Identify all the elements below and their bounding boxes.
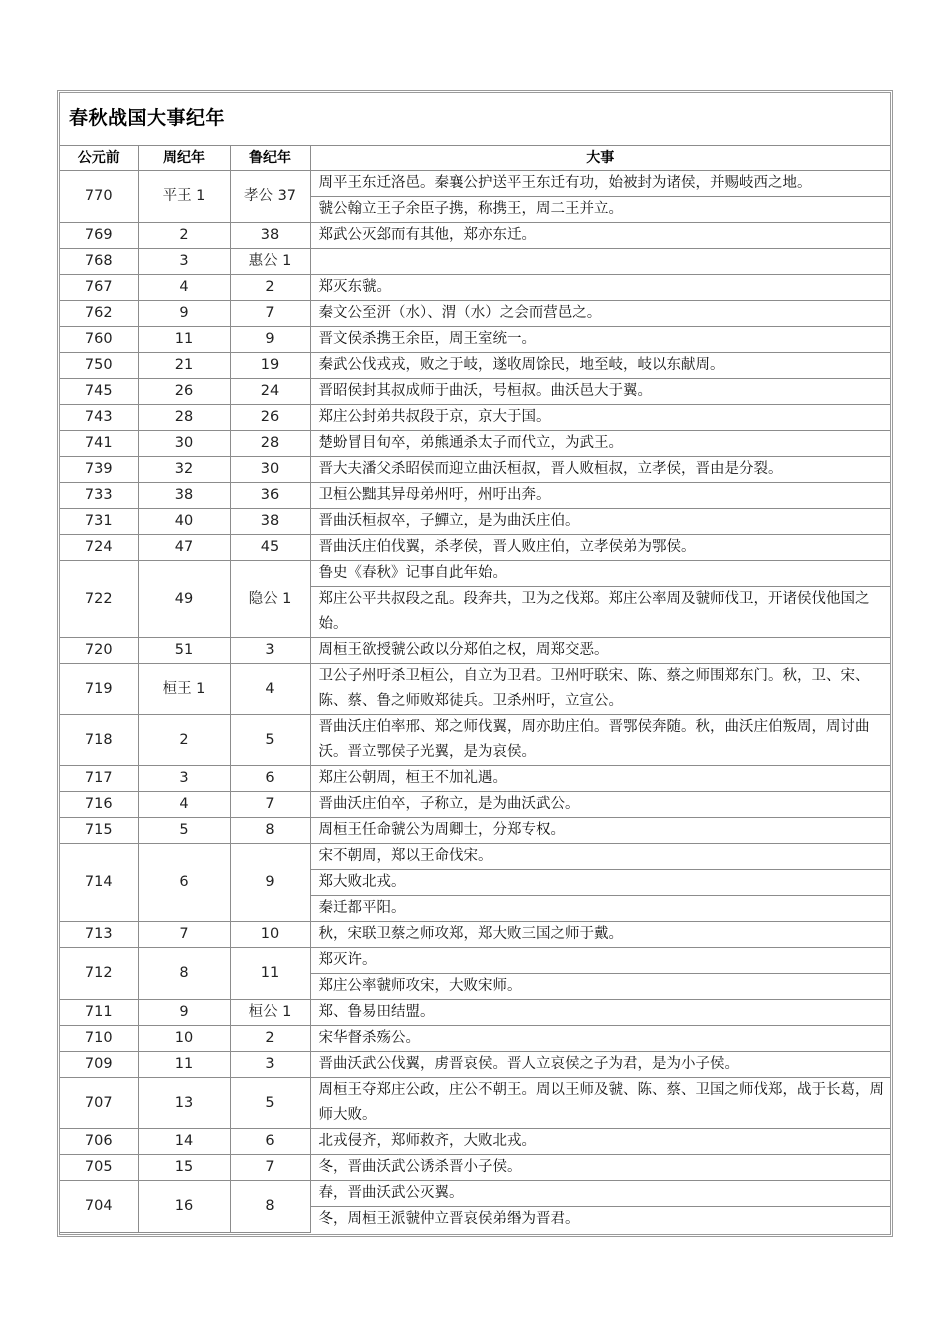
- zhou-year-cell: 10: [138, 1026, 230, 1052]
- lu-year-cell: 惠公 1: [230, 249, 310, 275]
- table-row: [60, 766, 890, 792]
- year-bc-cell: 716: [60, 792, 138, 818]
- header-lu-year: 鲁纪年: [230, 146, 310, 171]
- event-cell: [310, 249, 890, 275]
- year-bc-cell: 731: [60, 509, 138, 535]
- year-bc-cell: 724: [60, 535, 138, 561]
- zhou-year-cell: 21: [138, 353, 230, 379]
- zhou-year-cell: 13: [138, 1078, 230, 1129]
- event-cell: 宋不朝周，郑以王命伐宋。: [310, 844, 890, 870]
- table-row: [60, 483, 890, 509]
- table-row: [60, 223, 890, 249]
- zhou-year-cell: 16: [138, 1181, 230, 1233]
- event-cell: 周平王东迁洛邑。秦襄公护送平王东迁有功，始被封为诸侯，并赐岐西之地。: [310, 171, 890, 197]
- year-bc-cell: 762: [60, 301, 138, 327]
- event-cell: 晋大夫潘父杀昭侯而迎立曲沃桓叔，晋人败桓叔，立孝侯，晋由是分裂。: [310, 457, 890, 483]
- lu-year-cell: 孝公 37: [230, 171, 310, 223]
- header-zhou-year: 周纪年: [138, 146, 230, 171]
- table-row: [60, 353, 890, 379]
- year-bc-cell: 719: [60, 664, 138, 715]
- event-cell: 秦武公伐戎戎，败之于岐，遂收周馀民，地至岐，岐以东献周。: [310, 353, 890, 379]
- event-cell: 郑庄公封弟共叔段于京，京大于国。: [310, 405, 890, 431]
- event-cell: 楚蚡冒目旬卒，弟熊通杀太子而代立，为武王。: [310, 431, 890, 457]
- year-bc-cell: 705: [60, 1155, 138, 1181]
- year-bc-cell: 712: [60, 948, 138, 1000]
- event-cell: 郑灭许。: [310, 948, 890, 974]
- event-cell: 晋曲沃庄伯卒，子称立，是为曲沃武公。: [310, 792, 890, 818]
- zhou-year-cell: 9: [138, 301, 230, 327]
- table-row: [60, 561, 890, 587]
- zhou-year-cell: 49: [138, 561, 230, 638]
- zhou-year-cell: 47: [138, 535, 230, 561]
- lu-year-cell: 4: [230, 664, 310, 715]
- event-cell: 郑武公灭郐而有其他，郑亦东迁。: [310, 223, 890, 249]
- event-cell: 晋文侯杀携王余臣，周王室统一。: [310, 327, 890, 353]
- event-cell: 卫桓公黜其异母弟州吁，州吁出奔。: [310, 483, 890, 509]
- table-row: [60, 405, 890, 431]
- zhou-year-cell: 11: [138, 327, 230, 353]
- year-bc-cell: 717: [60, 766, 138, 792]
- table-row: [60, 1155, 890, 1181]
- event-cell: 周桓王欲授虢公政以分郑伯之权，周郑交恶。: [310, 638, 890, 664]
- lu-year-cell: 3: [230, 1052, 310, 1078]
- year-bc-cell: 710: [60, 1026, 138, 1052]
- zhou-year-cell: 32: [138, 457, 230, 483]
- event-cell: 晋曲沃庄伯伐翼，杀孝侯，晋人败庄伯，立孝侯弟为鄂侯。: [310, 535, 890, 561]
- lu-year-cell: 5: [230, 1078, 310, 1129]
- zhou-year-cell: 2: [138, 715, 230, 766]
- lu-year-cell: 24: [230, 379, 310, 405]
- year-bc-cell: 720: [60, 638, 138, 664]
- lu-year-cell: 9: [230, 844, 310, 922]
- event-cell: 郑庄公率虢师攻宋，大败宋师。: [310, 974, 890, 1000]
- year-bc-cell: 715: [60, 818, 138, 844]
- lu-year-cell: 45: [230, 535, 310, 561]
- event-cell: 冬，晋曲沃武公诱杀晋小子侯。: [310, 1155, 890, 1181]
- table-row: [60, 715, 890, 766]
- lu-year-cell: 7: [230, 1155, 310, 1181]
- lu-year-cell: 8: [230, 818, 310, 844]
- header-row: [60, 146, 890, 171]
- table-row: [60, 1000, 890, 1026]
- lu-year-cell: 7: [230, 301, 310, 327]
- year-bc-cell: 750: [60, 353, 138, 379]
- event-cell: 宋华督杀殇公。: [310, 1026, 890, 1052]
- header-bc: 公元前: [60, 146, 138, 171]
- year-bc-cell: 722: [60, 561, 138, 638]
- header-events: 大事: [310, 146, 890, 171]
- table-row: [60, 1181, 890, 1207]
- zhou-year-cell: 9: [138, 1000, 230, 1026]
- zhou-year-cell: 平王 1: [138, 171, 230, 223]
- table-row: [60, 1078, 890, 1129]
- event-cell: 春，晋曲沃武公灭翼。: [310, 1181, 890, 1207]
- year-bc-cell: 760: [60, 327, 138, 353]
- zhou-year-cell: 8: [138, 948, 230, 1000]
- year-bc-cell: 770: [60, 171, 138, 223]
- chronology-table: [60, 146, 890, 1233]
- table-row: [60, 171, 890, 197]
- lu-year-cell: 38: [230, 509, 310, 535]
- table-row: [60, 948, 890, 974]
- table-row: [60, 249, 890, 275]
- event-cell: 卫公子州吁杀卫桓公，自立为卫君。卫州吁联宋、陈、蔡之师围郑东门。秋，卫、宋、陈、蔡、鲁之师败郑徒兵。卫杀州吁，立宣公。: [310, 664, 890, 715]
- table-row: [60, 431, 890, 457]
- lu-year-cell: 26: [230, 405, 310, 431]
- zhou-year-cell: 30: [138, 431, 230, 457]
- event-cell: 秦文公至汧（水）、渭（水）之会而营邑之。: [310, 301, 890, 327]
- table-row: [60, 1026, 890, 1052]
- lu-year-cell: 38: [230, 223, 310, 249]
- event-cell: 晋昭侯封其叔成师于曲沃，号桓叔。曲沃邑大于翼。: [310, 379, 890, 405]
- zhou-year-cell: 4: [138, 792, 230, 818]
- event-cell: 秦迁都平阳。: [310, 896, 890, 922]
- zhou-year-cell: 15: [138, 1155, 230, 1181]
- lu-year-cell: 8: [230, 1181, 310, 1233]
- event-cell: 晋曲沃桓叔卒，子鱓立，是为曲沃庄伯。: [310, 509, 890, 535]
- event-cell: 郑灭东虢。: [310, 275, 890, 301]
- lu-year-cell: 9: [230, 327, 310, 353]
- lu-year-cell: 10: [230, 922, 310, 948]
- zhou-year-cell: 26: [138, 379, 230, 405]
- zhou-year-cell: 桓王 1: [138, 664, 230, 715]
- table-row: [60, 301, 890, 327]
- lu-year-cell: 6: [230, 766, 310, 792]
- event-cell: 周桓王夺郑庄公政，庄公不朝王。周以王师及虢、陈、蔡、卫国之师伐郑，战于长葛，周师大败。: [310, 1078, 890, 1129]
- year-bc-cell: 733: [60, 483, 138, 509]
- lu-year-cell: 19: [230, 353, 310, 379]
- lu-year-cell: 11: [230, 948, 310, 1000]
- zhou-year-cell: 14: [138, 1129, 230, 1155]
- event-cell: 冬，周桓王派虢仲立晋哀侯弟缗为晋君。: [310, 1207, 890, 1233]
- zhou-year-cell: 11: [138, 1052, 230, 1078]
- table-row: [60, 457, 890, 483]
- zhou-year-cell: 6: [138, 844, 230, 922]
- lu-year-cell: 6: [230, 1129, 310, 1155]
- table-row: [60, 535, 890, 561]
- zhou-year-cell: 4: [138, 275, 230, 301]
- year-bc-cell: 739: [60, 457, 138, 483]
- chronology-document: [57, 90, 893, 1237]
- table-row: [60, 792, 890, 818]
- lu-year-cell: 3: [230, 638, 310, 664]
- lu-year-cell: 7: [230, 792, 310, 818]
- year-bc-cell: 714: [60, 844, 138, 922]
- table-row: [60, 638, 890, 664]
- zhou-year-cell: 28: [138, 405, 230, 431]
- table-row: [60, 1129, 890, 1155]
- lu-year-cell: 36: [230, 483, 310, 509]
- event-cell: 周桓王任命虢公为周卿士，分郑专权。: [310, 818, 890, 844]
- lu-year-cell: 2: [230, 275, 310, 301]
- year-bc-cell: 767: [60, 275, 138, 301]
- table-row: [60, 922, 890, 948]
- year-bc-cell: 711: [60, 1000, 138, 1026]
- year-bc-cell: 709: [60, 1052, 138, 1078]
- table-row: [60, 275, 890, 301]
- event-cell: 虢公翰立王子余臣子携，称携王，周二王并立。: [310, 197, 890, 223]
- lu-year-cell: 30: [230, 457, 310, 483]
- table-body: [60, 171, 890, 1233]
- zhou-year-cell: 2: [138, 223, 230, 249]
- lu-year-cell: 5: [230, 715, 310, 766]
- event-cell: 晋曲沃武公伐翼，虏晋哀侯。晋人立哀侯之子为君，是为小子侯。: [310, 1052, 890, 1078]
- event-cell: 郑庄公平共叔段之乱。段奔共，卫为之伐郑。郑庄公率周及虢师伐卫，开诸侯伐他国之始。: [310, 587, 890, 638]
- year-bc-cell: 745: [60, 379, 138, 405]
- year-bc-cell: 707: [60, 1078, 138, 1129]
- table-row: [60, 664, 890, 715]
- zhou-year-cell: 5: [138, 818, 230, 844]
- event-cell: 郑、鲁易田结盟。: [310, 1000, 890, 1026]
- year-bc-cell: 713: [60, 922, 138, 948]
- zhou-year-cell: 38: [138, 483, 230, 509]
- zhou-year-cell: 7: [138, 922, 230, 948]
- table-row: [60, 844, 890, 870]
- lu-year-cell: 桓公 1: [230, 1000, 310, 1026]
- year-bc-cell: 743: [60, 405, 138, 431]
- zhou-year-cell: 3: [138, 766, 230, 792]
- zhou-year-cell: 51: [138, 638, 230, 664]
- year-bc-cell: 768: [60, 249, 138, 275]
- event-cell: 晋曲沃庄伯率邢、郑之师伐翼，周亦助庄伯。晋鄂侯奔随。秋，曲沃庄伯叛周，周讨曲沃。晋立鄂侯子光翼，是为哀侯。: [310, 715, 890, 766]
- year-bc-cell: 706: [60, 1129, 138, 1155]
- year-bc-cell: 704: [60, 1181, 138, 1233]
- year-bc-cell: 718: [60, 715, 138, 766]
- lu-year-cell: 28: [230, 431, 310, 457]
- event-cell: 郑庄公朝周，桓王不加礼遇。: [310, 766, 890, 792]
- lu-year-cell: 隐公 1: [230, 561, 310, 638]
- table-row: [60, 818, 890, 844]
- event-cell: 郑大败北戎。: [310, 870, 890, 896]
- event-cell: 秋，宋联卫蔡之师攻郑，郑大败三国之师于戴。: [310, 922, 890, 948]
- zhou-year-cell: 3: [138, 249, 230, 275]
- zhou-year-cell: 40: [138, 509, 230, 535]
- event-cell: 鲁史《春秋》记事自此年始。: [310, 561, 890, 587]
- year-bc-cell: 741: [60, 431, 138, 457]
- lu-year-cell: 2: [230, 1026, 310, 1052]
- table-row: [60, 509, 890, 535]
- document-title: 春秋战国大事纪年: [60, 93, 890, 146]
- year-bc-cell: 769: [60, 223, 138, 249]
- table-row: [60, 327, 890, 353]
- table-row: [60, 1052, 890, 1078]
- table-row: [60, 379, 890, 405]
- event-cell: 北戎侵齐，郑师救齐，大败北戎。: [310, 1129, 890, 1155]
